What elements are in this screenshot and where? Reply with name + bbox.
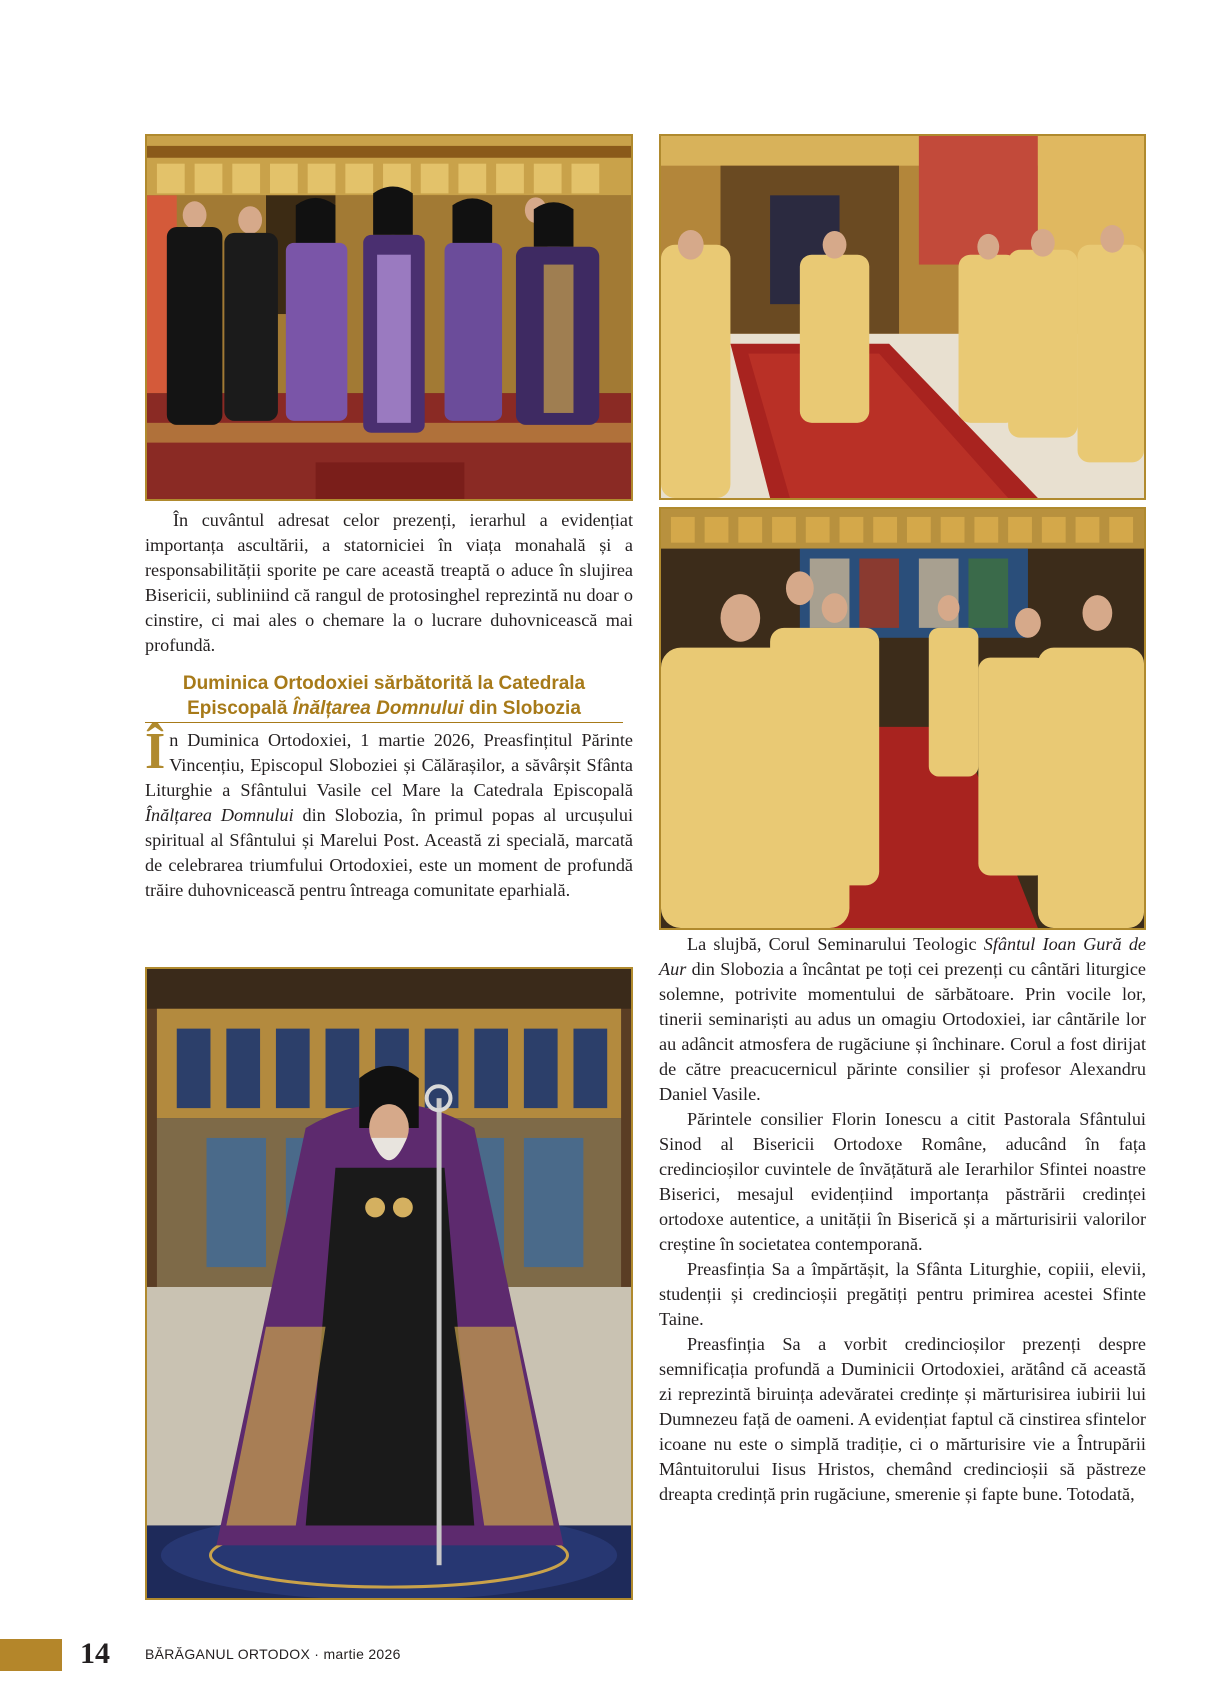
page-number: 14 [80, 1637, 110, 1670]
photo-group-portrait [145, 134, 633, 501]
article-paragraph-intro [145, 508, 633, 658]
footer-color-bar [0, 1639, 62, 1671]
paragraph-communion: Preasfinția Sa a împărtășit, la Sfânta Liturghie, copiii, elevii, studenții și credincioșii pregătiți pentru primirea acestei Sfinte Taine. [659, 1259, 1146, 1329]
photo-procession [659, 507, 1146, 930]
paragraph-choir: La slujbă, Corul Seminarului Teologic Sfântul Ioan Gură de Aur din Slobozia a încântat pe toți cei prezenți cu cântări liturgice solemne, potrivite momentului de sărbătoare. Prin vocile lor, tinerii seminariști au adus un omagiu Ortodoxiei, iar cântările lor au adâncit atmosfera de rugăciune și închinare. Corul a fost dirijat de către preacucernicul părinte consilier și profesor Alexandru Daniel Vasile. [659, 934, 1146, 1104]
article-paragraph-1 [145, 723, 634, 903]
paragraph-pastoral: Părintele consilier Florin Ionescu a citit Pastorala Sfântului Sinod al Bisericii Ortodoxe Române, aducând în fața credincioșilor cuvintele de învățătură ale Ierarhilor Sfintei noastre Biserici, mesajul evidențiind importanța păstrării credinței ortodoxe autentice, a unității în Biserică și a mărturisirii valorilor creștine în societatea contemporană. [659, 1109, 1146, 1254]
heading-italic-title: Înălțarea Domnului [292, 698, 464, 719]
article-right-column [659, 932, 1146, 1507]
heading-rule [145, 722, 623, 723]
heading-line-1: Duminica Ortodoxiei sărbătorită la Catedrala [182, 673, 586, 694]
drop-cap: Î [145, 723, 166, 780]
paragraph: În Duminica Ortodoxiei, 1 martie 2026, Preasfințitul Părinte Vincențiu, Episcopul Sloboziei și Călărașilor, a săvârșit Sfânta Liturghie a Sfântului Vasile cel Mare la Catedrala Episcopală Înălțarea Domnului din Slobozia, în primul popas al urcușului spiritual al Sfântului și Marelui Post. Această zi specială, marcată de celebrarea triumfului Ortodoxiei, este un moment de profundă trăire duhovnicească pentru întreaga comunitate eparhială. [145, 723, 634, 900]
heading-line-2: Episcopală Înălțarea Domnului din Slobozia [187, 698, 581, 719]
paragraph-sermon: Preasfinția Sa a vorbit credincioșilor prezenți despre semnificația profundă a Duminicii Ortodoxiei, arătând că această zi reprezintă biruința adevăratei credințe și mărturisirea iubirii lui Dumnezeu față de oameni. A evidențiat faptul că cinstirea sfintelor icoane nu este o simplă tradiție, ci o mărturisire vie a Întrupării Mântuitorului Iisus Hristos, chemând credincioșii să păstreze dreapta credință prin rugăciune, smerenie și fapte bune. Totodată, [659, 1334, 1146, 1504]
article-heading [145, 671, 623, 721]
footer-publication: BĂRĂGANUL ORTODOX · martie 2026 [145, 1646, 401, 1662]
photo-altar-service [659, 134, 1146, 500]
paragraph: În cuvântul adresat celor prezenți, ierarhul a evidențiat importanța ascultării, a statorniciei în viața monahală și a responsabilității sporite pe care această treaptă o aduce în slujirea Bisericii, subliniind că rangul de protosinghel reprezintă nu doar o cinstire, ci mai ales o chemare la o lucrare duhovnicească mai profundă. [145, 510, 633, 655]
photo-bishop-portrait [145, 967, 633, 1600]
